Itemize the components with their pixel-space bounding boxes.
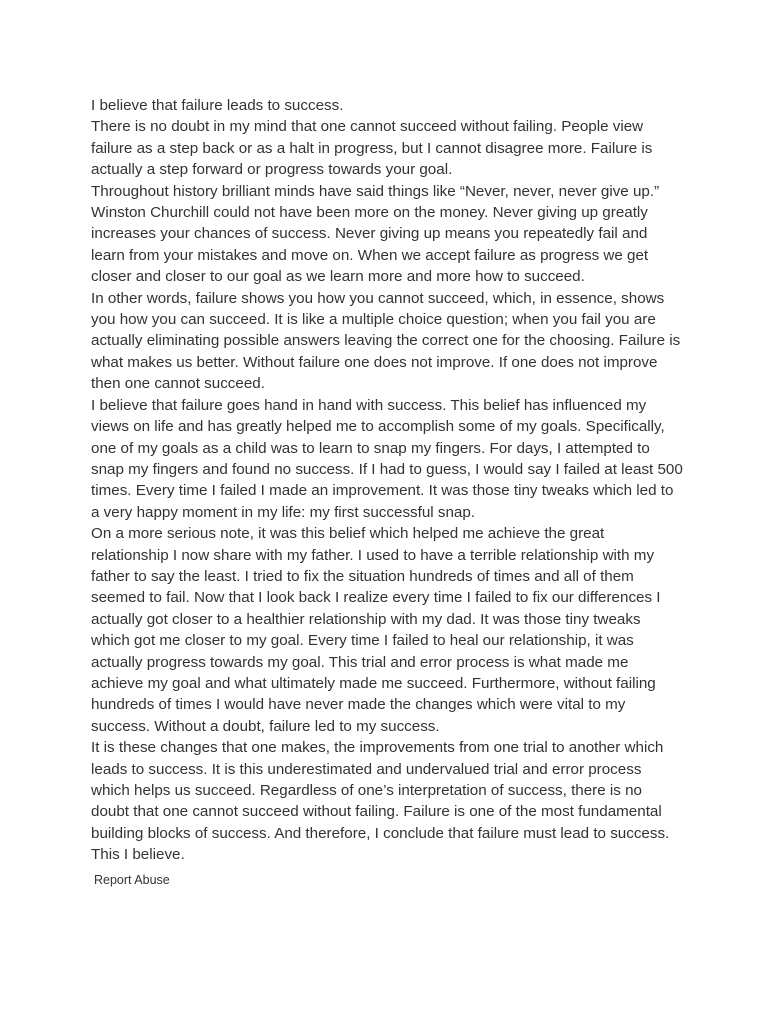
essay-line: It is these changes that one makes, the improvements from one trial to another which xyxy=(91,739,664,757)
essay-line: leads to success. It is this underestimated and undervalued trial and error process xyxy=(91,760,642,778)
essay-line: doubt that one cannot succeed without failing. Failure is one of the most fundamental xyxy=(91,803,662,821)
essay-line: increases your chances of success. Never giving up means you repeatedly fail and xyxy=(91,225,648,243)
essay-line: building blocks of success. And therefore, I conclude that failure must lead to success. xyxy=(91,824,670,842)
essay-line: which got me closer to my goal. Every time I failed to heal our relationship, it was xyxy=(91,632,634,650)
essay-line: actually eliminating possible answers leaving the correct one for the choosing. Failure is xyxy=(91,332,681,350)
essay-paragraph xyxy=(91,116,711,180)
essay-title-line: I believe that failure leads to success. xyxy=(91,97,344,114)
essay-line: failure as a step back or as a halt in progress, but I cannot disagree more. Failure is xyxy=(91,139,653,157)
essay-line: which helps us succeed. Regardless of one’s interpretation of success, there is no xyxy=(91,782,642,799)
essay-line: There is no doubt in my mind that one cannot succeed without failing. People view xyxy=(91,118,644,136)
essay-line: On a more serious note, it was this belief which helped me achieve the great xyxy=(91,525,605,543)
essay-line: times. Every time I failed I made an improvement. It was those tiny tweaks which led to xyxy=(91,482,674,500)
essay-line: father to say the least. I tried to fix the situation hundreds of times and all of them xyxy=(91,567,634,585)
essay-line: actually progress towards my goal. This trial and error process is what made me xyxy=(91,653,629,671)
essay-paragraph xyxy=(91,288,711,395)
essay-line: snap my fingers and found no success. If I had to guess, I would say I failed at least 500 xyxy=(91,460,683,478)
essay-line: seemed to fail. Now that I look back I realize every time I failed to fix our differences I xyxy=(91,589,661,607)
essay-paragraph xyxy=(91,737,711,865)
essay-line: In other words, failure shows you how you cannot succeed, which, in essence, shows xyxy=(91,289,665,307)
essay-paragraph xyxy=(91,523,711,737)
essay-line: actually a step forward or progress towards your goal. xyxy=(91,161,453,179)
essay-paragraph xyxy=(91,395,711,523)
essay-line: you how you can succeed. It is like a multiple choice question; when you fail you are xyxy=(91,311,656,329)
essay-line: Throughout history brilliant minds have said things like “Never, never, never give up.” xyxy=(91,182,660,200)
essay-line: achieve my goal and what ultimately made me succeed. Furthermore, without failing xyxy=(91,674,656,692)
essay-line: Winston Churchill could not have been more on the money. Never giving up greatly xyxy=(91,204,648,222)
essay-line: I believe that failure goes hand in hand with success. This belief has influenced my xyxy=(91,396,647,414)
essay-line: a very happy moment in my life: my first successful snap. xyxy=(91,503,476,521)
essay-line: then one cannot succeed. xyxy=(91,375,265,393)
essay-line: learn from your mistakes and move on. When we accept failure as progress we get xyxy=(91,246,649,264)
essay-line: one of my goals as a child was to learn to snap my fingers. For days, I attempted to xyxy=(91,439,650,457)
report-abuse-link[interactable]: Report Abuse xyxy=(94,873,170,887)
essay-line: success. Without a doubt, failure led to my success. xyxy=(91,717,440,735)
essay-line: relationship I now share with my father. I used to have a terrible relationship with my xyxy=(91,546,655,564)
essay-paragraph xyxy=(91,181,711,288)
essay-line: This I believe. xyxy=(91,846,185,864)
essay-body xyxy=(91,95,711,866)
essay-line: closer and closer to our goal as we learn more and more how to succeed. xyxy=(91,268,585,286)
essay-line: what makes us better. Without failure one does not improve. If one does not improve xyxy=(91,353,658,371)
essay-paragraphs xyxy=(91,116,711,865)
essay-line: views on life and has greatly helped me to accomplish some of my goals. Specifically, xyxy=(91,418,665,436)
essay-line: actually got closer to a healthier relationship with my dad. It was those tiny tweaks xyxy=(91,610,641,628)
essay-line: hundreds of times I would have never made the changes which were vital to my xyxy=(91,696,626,714)
